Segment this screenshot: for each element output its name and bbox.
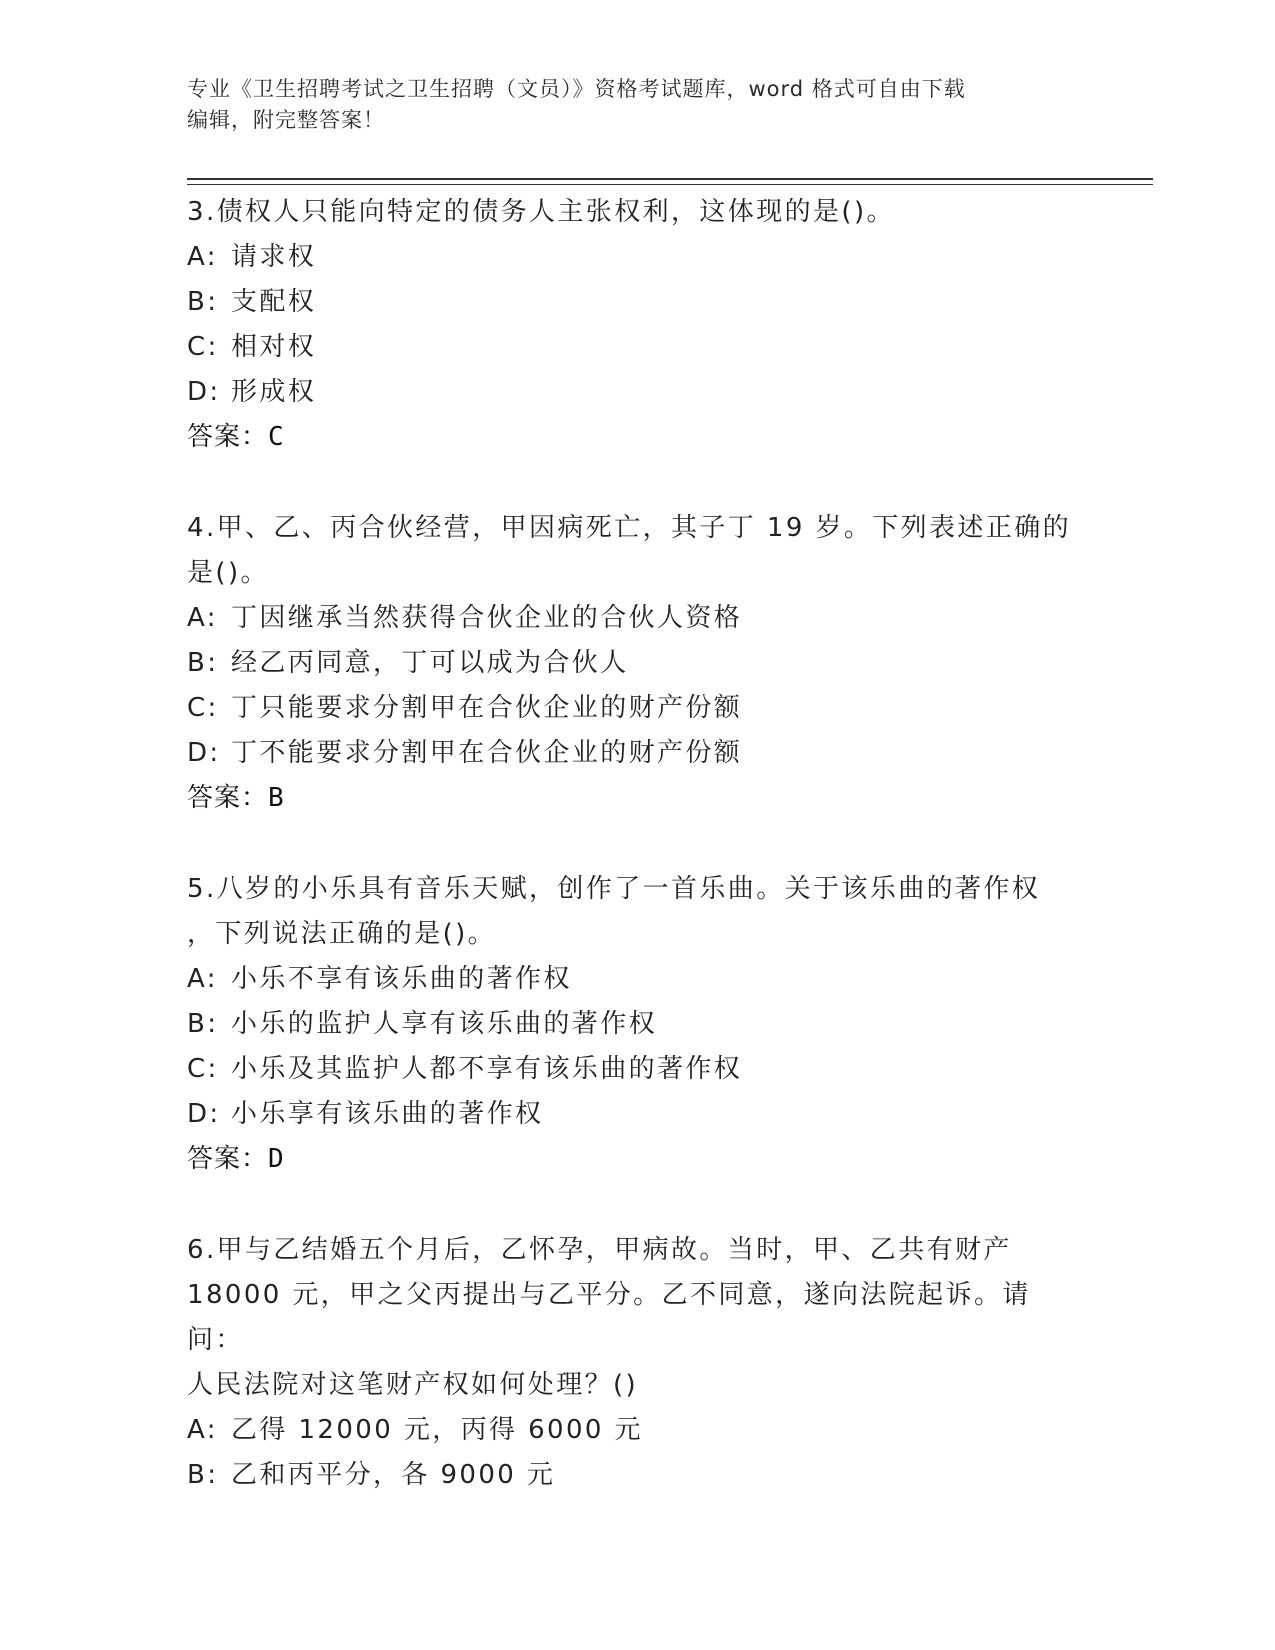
answer-line bbox=[187, 776, 1087, 821]
header-line-1: 专业《卫生招聘考试之卫生招聘（文员）》资格考试题库，word 格式可自由下载 bbox=[187, 77, 966, 101]
answer-line bbox=[187, 1137, 1087, 1182]
option-text: 经乙丙同意，丁可以成为合伙人 bbox=[231, 648, 629, 678]
question-stem bbox=[187, 190, 1087, 235]
option-a bbox=[187, 957, 1087, 1002]
option-letter: B: bbox=[187, 1460, 219, 1490]
option-text: 丁不能要求分割甲在合伙企业的财产份额 bbox=[231, 738, 743, 768]
option-letter: C: bbox=[187, 332, 219, 362]
option-text: 小乐享有该乐曲的著作权 bbox=[231, 1099, 544, 1129]
option-letter: C: bbox=[187, 693, 219, 723]
question-5 bbox=[187, 867, 1087, 1182]
question-stem-line: ，下列说法正确的是()。 bbox=[187, 919, 497, 949]
question-stem-line: 3.债权人只能向特定的债务人主张权利，这体现的是()。 bbox=[187, 197, 895, 227]
option-b bbox=[187, 1002, 1087, 1047]
question-stem-line: 人民法院对这笔财产权如何处理？() bbox=[187, 1370, 639, 1400]
option-letter: A: bbox=[187, 1415, 218, 1445]
option-text: 乙和丙平分，各 9000 元 bbox=[231, 1460, 556, 1490]
option-d bbox=[187, 1092, 1087, 1137]
question-list bbox=[187, 190, 1087, 1498]
question-stem-line: 4.甲、乙、丙合伙经营，甲因病死亡，其子丁 19 岁。下列表述正确的 bbox=[187, 513, 1072, 543]
question-stem bbox=[187, 506, 1087, 596]
question-stem-line: 6.甲与乙结婚五个月后，乙怀孕，甲病故。当时，甲、乙共有财产 bbox=[187, 1235, 1012, 1265]
option-c bbox=[187, 1047, 1087, 1092]
option-letter: B: bbox=[187, 648, 219, 678]
question-stem bbox=[187, 867, 1087, 957]
option-letter: B: bbox=[187, 287, 219, 317]
option-c bbox=[187, 325, 1087, 370]
question-stem bbox=[187, 1228, 1087, 1408]
option-letter: B: bbox=[187, 1009, 219, 1039]
option-text: 丁只能要求分割甲在合伙企业的财产份额 bbox=[231, 693, 743, 723]
option-text: 乙得 12000 元，丙得 6000 元 bbox=[231, 1415, 643, 1445]
option-b bbox=[187, 280, 1087, 325]
question-3 bbox=[187, 190, 1087, 460]
question-stem-line: 5.八岁的小乐具有音乐天赋，创作了一首乐曲。关于该乐曲的著作权 bbox=[187, 874, 1041, 904]
option-text: 小乐不享有该乐曲的著作权 bbox=[231, 964, 572, 994]
answer-label: 答案： bbox=[187, 783, 269, 813]
answer-value: C bbox=[268, 422, 285, 452]
option-d bbox=[187, 370, 1087, 415]
option-text: 相对权 bbox=[231, 332, 317, 362]
option-text: 请求权 bbox=[231, 242, 317, 272]
header-divider-thick bbox=[187, 178, 1153, 180]
option-text: 形成权 bbox=[231, 377, 317, 407]
document-header bbox=[187, 74, 1087, 136]
option-d bbox=[187, 731, 1087, 776]
option-text: 丁因继承当然获得合伙企业的合伙人资格 bbox=[231, 603, 743, 633]
option-a bbox=[187, 1408, 1087, 1453]
option-letter: C: bbox=[187, 1054, 219, 1084]
option-a bbox=[187, 596, 1087, 641]
option-b bbox=[187, 641, 1087, 686]
answer-line bbox=[187, 415, 1087, 460]
option-letter: D: bbox=[187, 738, 221, 768]
option-a bbox=[187, 235, 1087, 280]
question-4 bbox=[187, 506, 1087, 821]
header-line-2: 编辑，附完整答案！ bbox=[187, 108, 385, 132]
option-letter: A: bbox=[187, 964, 218, 994]
question-6 bbox=[187, 1228, 1087, 1498]
option-b bbox=[187, 1453, 1087, 1498]
answer-label: 答案： bbox=[187, 1144, 269, 1174]
answer-value: B bbox=[268, 783, 285, 813]
header-divider-thin bbox=[187, 184, 1153, 185]
option-letter: A: bbox=[187, 242, 218, 272]
answer-label: 答案： bbox=[187, 422, 269, 452]
option-text: 小乐及其监护人都不享有该乐曲的著作权 bbox=[231, 1054, 743, 1084]
option-c bbox=[187, 686, 1087, 731]
option-letter: D: bbox=[187, 1099, 221, 1129]
question-stem-line: 18000 元，甲之父丙提出与乙平分。乙不同意，遂向法院起诉。请问： bbox=[187, 1280, 1031, 1355]
option-text: 支配权 bbox=[231, 287, 317, 317]
question-stem-line: 是()。 bbox=[187, 558, 269, 588]
answer-value: D bbox=[268, 1144, 285, 1174]
option-letter: A: bbox=[187, 603, 218, 633]
option-letter: D: bbox=[187, 377, 221, 407]
option-text: 小乐的监护人享有该乐曲的著作权 bbox=[231, 1009, 658, 1039]
